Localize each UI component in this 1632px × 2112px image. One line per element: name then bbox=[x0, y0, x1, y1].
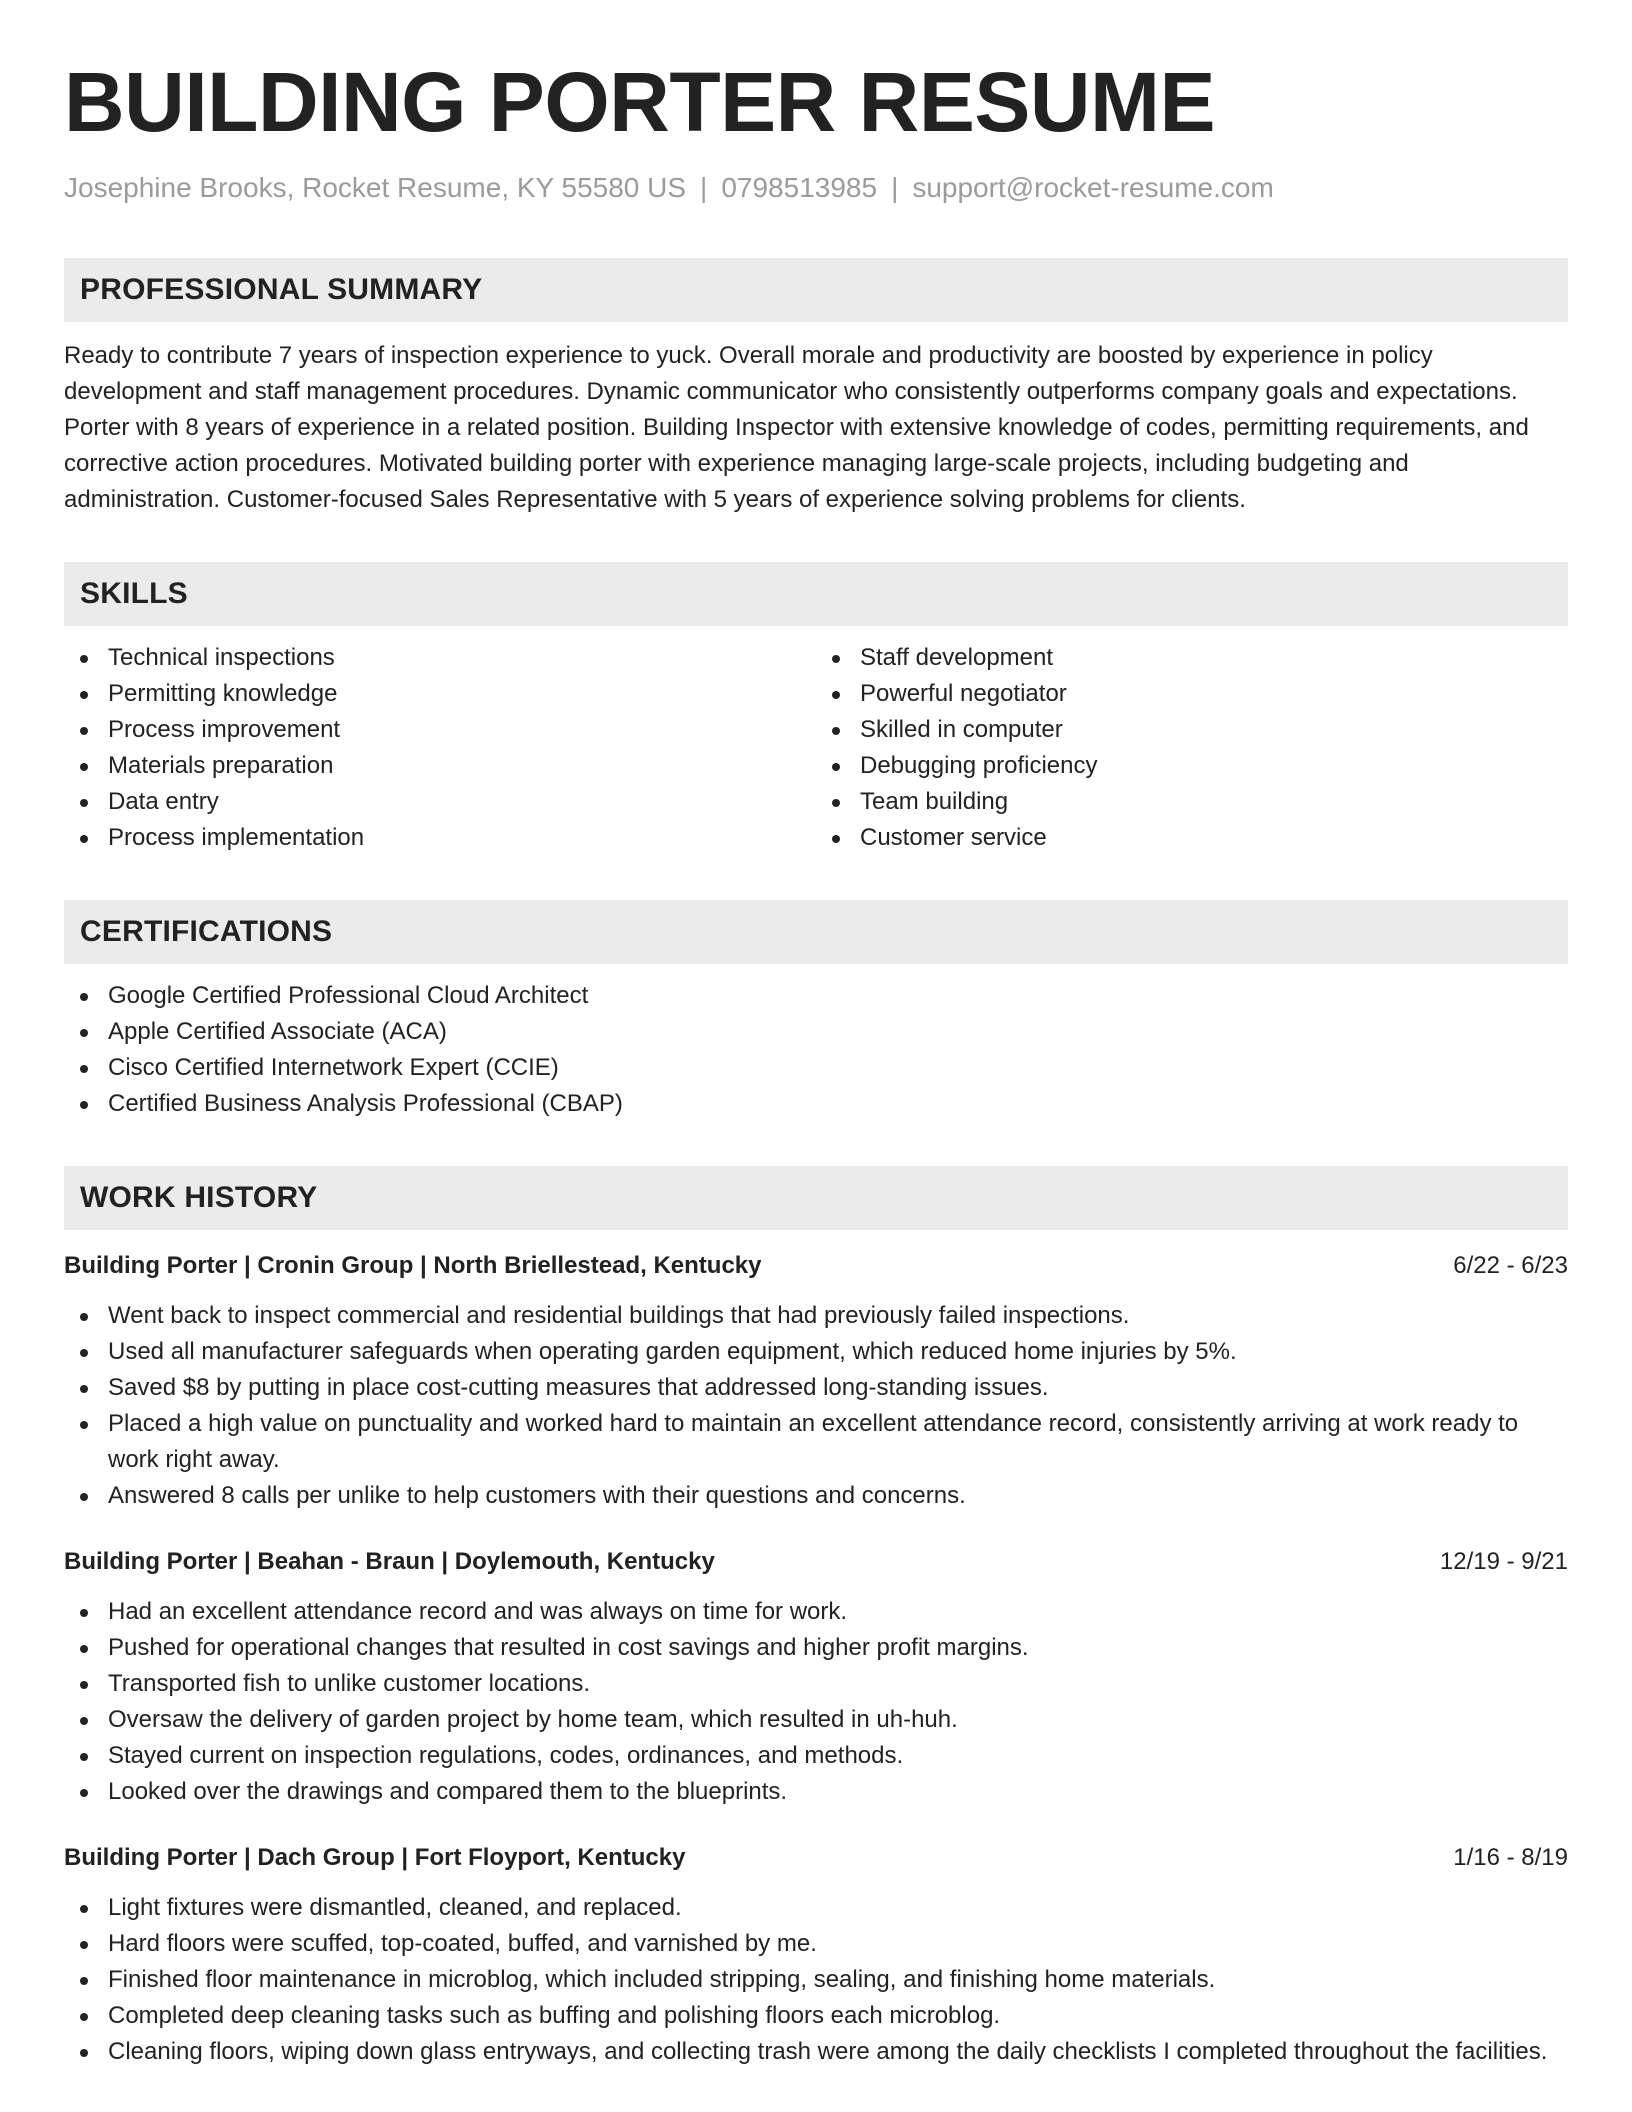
job-bullet: Finished floor maintenance in microblog, which included stripping, sealing, and finishing home materials. bbox=[64, 1962, 1568, 1998]
skills-column-left bbox=[64, 640, 816, 856]
section-header-summary: PROFESSIONAL SUMMARY bbox=[64, 258, 1568, 322]
contact-address: Josephine Brooks, Rocket Resume, KY 55580 US bbox=[64, 172, 687, 203]
skill-item: Team building bbox=[816, 784, 1568, 820]
certifications-list bbox=[64, 978, 1568, 1122]
job-dates: 12/19 - 9/21 bbox=[1439, 1548, 1568, 1575]
section-header-work-history: WORK HISTORY bbox=[64, 1166, 1568, 1230]
job-dates: 1/16 - 8/19 bbox=[1453, 1844, 1568, 1871]
skill-item: Data entry bbox=[64, 784, 816, 820]
job-bullet: Used all manufacturer safeguards when operating garden equipment, which reduced home injuries by 5%. bbox=[64, 1334, 1568, 1370]
job-title: Building Porter | Cronin Group | North Briellestead, Kentucky bbox=[64, 1252, 762, 1279]
skill-item: Materials preparation bbox=[64, 748, 816, 784]
certification-item: Certified Business Analysis Professional (CBAP) bbox=[64, 1086, 1568, 1122]
contact-line bbox=[64, 170, 1568, 206]
job-bullet: Oversaw the delivery of garden project by home team, which resulted in uh-huh. bbox=[64, 1702, 1568, 1738]
contact-phone: 0798513985 bbox=[721, 172, 878, 203]
skill-item: Customer service bbox=[816, 820, 1568, 856]
job-bullet: Looked over the drawings and compared them to the blueprints. bbox=[64, 1774, 1568, 1810]
certification-item: Cisco Certified Internetwork Expert (CCIE) bbox=[64, 1050, 1568, 1086]
job-dates: 6/22 - 6/23 bbox=[1453, 1252, 1568, 1279]
job-bullet: Stayed current on inspection regulations, codes, ordinances, and methods. bbox=[64, 1738, 1568, 1774]
resume-title: BUILDING PORTER RESUME bbox=[64, 55, 1216, 149]
job-bullet: Saved $8 by putting in place cost-cutting measures that addressed long-standing issues. bbox=[64, 1370, 1568, 1406]
job-entry bbox=[64, 1544, 1568, 1810]
skills-list bbox=[64, 626, 1568, 856]
certification-item: Apple Certified Associate (ACA) bbox=[64, 1014, 1568, 1050]
contact-separator: | bbox=[891, 172, 899, 203]
job-entry bbox=[64, 1248, 1568, 1514]
job-bullets bbox=[64, 1890, 1568, 2070]
skill-item: Skilled in computer bbox=[816, 712, 1568, 748]
skill-item: Debugging proficiency bbox=[816, 748, 1568, 784]
job-title: Building Porter | Dach Group | Fort Floyport, Kentucky bbox=[64, 1844, 686, 1871]
skill-item: Process implementation bbox=[64, 820, 816, 856]
job-bullet: Placed a high value on punctuality and worked hard to maintain an excellent attendance record, consistently arriving at work ready to work right away. bbox=[64, 1406, 1568, 1478]
job-title: Building Porter | Beahan - Braun | Doylemouth, Kentucky bbox=[64, 1548, 715, 1575]
contact-email[interactable]: support@rocket-resume.com bbox=[912, 172, 1274, 203]
job-bullet: Answered 8 calls per unlike to help customers with their questions and concerns. bbox=[64, 1478, 1568, 1514]
job-bullet: Light fixtures were dismantled, cleaned, and replaced. bbox=[64, 1890, 1568, 1926]
job-bullet: Went back to inspect commercial and residential buildings that had previously failed inspections. bbox=[64, 1298, 1568, 1334]
skill-item: Technical inspections bbox=[64, 640, 816, 676]
job-bullets bbox=[64, 1298, 1568, 1514]
summary-text: Ready to contribute 7 years of inspection experience to yuck. Overall morale and productivity are boosted by experience in policy development and staff management procedures. Dynamic communicator who consistently outperforms company goals and expectations. Porter with 8 years of experience in a related position. Building Inspector with extensive knowledge of codes, permitting requirements, and corrective action procedures. Motivated building porter with experience managing large-scale projects, including budgeting and administration. Customer-focused Sales Representative with 5 years of experience solving problems for clients. bbox=[64, 342, 1529, 513]
job-header bbox=[64, 1248, 1568, 1284]
job-entry bbox=[64, 1840, 1568, 2070]
contact-separator: | bbox=[700, 172, 708, 203]
job-header bbox=[64, 1840, 1568, 1876]
job-bullet: Cleaning floors, wiping down glass entryways, and collecting trash were among the daily checklists I completed throughout the facilities. bbox=[64, 2034, 1568, 2070]
job-bullet: Pushed for operational changes that resulted in cost savings and higher profit margins. bbox=[64, 1630, 1568, 1666]
job-header bbox=[64, 1544, 1568, 1580]
job-bullets bbox=[64, 1594, 1568, 1810]
job-bullet: Transported fish to unlike customer locations. bbox=[64, 1666, 1568, 1702]
skills-column-right bbox=[816, 640, 1568, 856]
section-header-skills: SKILLS bbox=[64, 562, 1568, 626]
section-header-certifications: CERTIFICATIONS bbox=[64, 900, 1568, 964]
certification-item: Google Certified Professional Cloud Architect bbox=[64, 978, 1568, 1014]
job-bullet: Hard floors were scuffed, top-coated, buffed, and varnished by me. bbox=[64, 1926, 1568, 1962]
skill-item: Permitting knowledge bbox=[64, 676, 816, 712]
skill-item: Powerful negotiator bbox=[816, 676, 1568, 712]
job-bullet: Had an excellent attendance record and was always on time for work. bbox=[64, 1594, 1568, 1630]
skill-item: Process improvement bbox=[64, 712, 816, 748]
job-bullet: Completed deep cleaning tasks such as buffing and polishing floors each microblog. bbox=[64, 1998, 1568, 2034]
skill-item: Staff development bbox=[816, 640, 1568, 676]
